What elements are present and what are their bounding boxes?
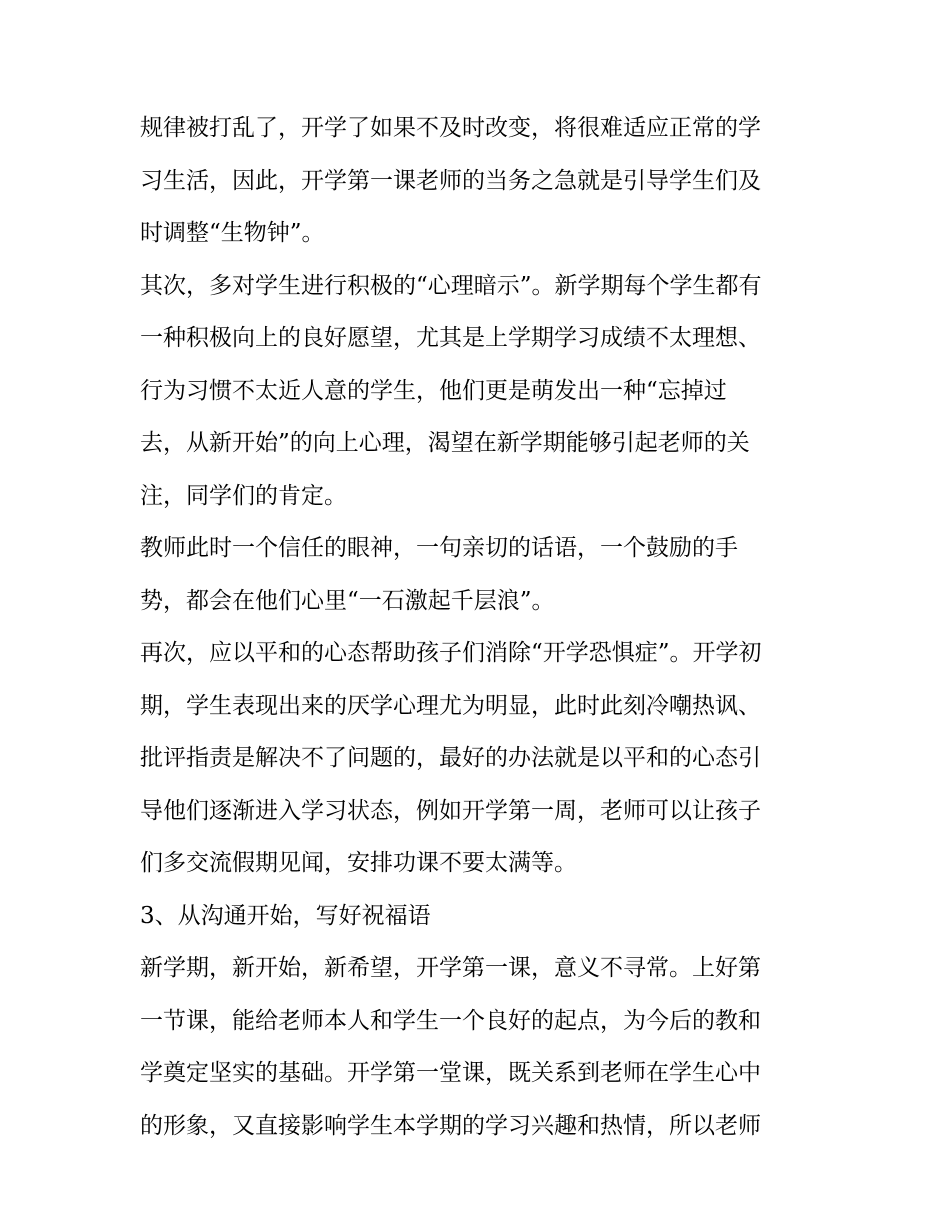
section-heading: 3、从沟通开始，写好祝福语 [140,902,431,929]
text-line: 去，从新开始”的向上心理，渴望在新学期能够引起老师的关 [140,430,750,456]
text-line: 新学期，新开始，新希望，开学第一课，意义不寻常。上好第 [140,955,761,981]
text-line: 一节课，能给老师本人和学生一个良好的起点，为今后的教和 [140,1007,761,1034]
text-line: 规律被打乱了，开学了如果不及时改变，将很难适应正常的学 [140,115,761,141]
body-text [140,102,820,1152]
text-line: 其次，多对学生进行积极的“心理暗示”。新学期每个学生都有 [140,272,762,299]
text-line: 行为习惯不太近人意的学生，他们更是萌发出一种“忘掉过 [140,377,727,404]
text-line: 再次，应以平和的心态帮助孩子们消除“开学恐惧症”。开学初 [140,640,762,666]
text-line: 学奠定坚实的基础。开学第一堂课，既关系到老师在学生心中 [140,1060,761,1086]
text-line: 导他们逐渐进入学习状态，例如开学第一周，老师可以让孩子 [140,797,761,824]
text-line: 们多交流假期见闻，安排功课不要太满等。 [140,850,577,876]
text-line: 的形象，又直接影响学生本学期的学习兴趣和热情，所以老师 [140,1112,761,1139]
text-line: 批评指责是解决不了问题的，最好的办法就是以平和的心态引 [140,745,761,771]
text-line: 一种积极向上的良好愿望，尤其是上学期学习成绩不太理想、 [140,325,761,351]
text-line: 注，同学们的肯定。 [140,482,347,509]
text-line: 时调整“生物钟”。 [140,220,325,246]
text-line: 期，学生表现出来的厌学心理尤为明显，此时此刻冷嘲热讽、 [140,692,761,719]
text-line: 势，都会在他们心里“一石激起千层浪”。 [140,587,555,614]
text-line: 教师此时一个信任的眼神，一句亲切的话语，一个鼓励的手 [140,535,738,561]
text-line: 习生活，因此，开学第一课老师的当务之急就是引导学生们及 [140,167,761,194]
